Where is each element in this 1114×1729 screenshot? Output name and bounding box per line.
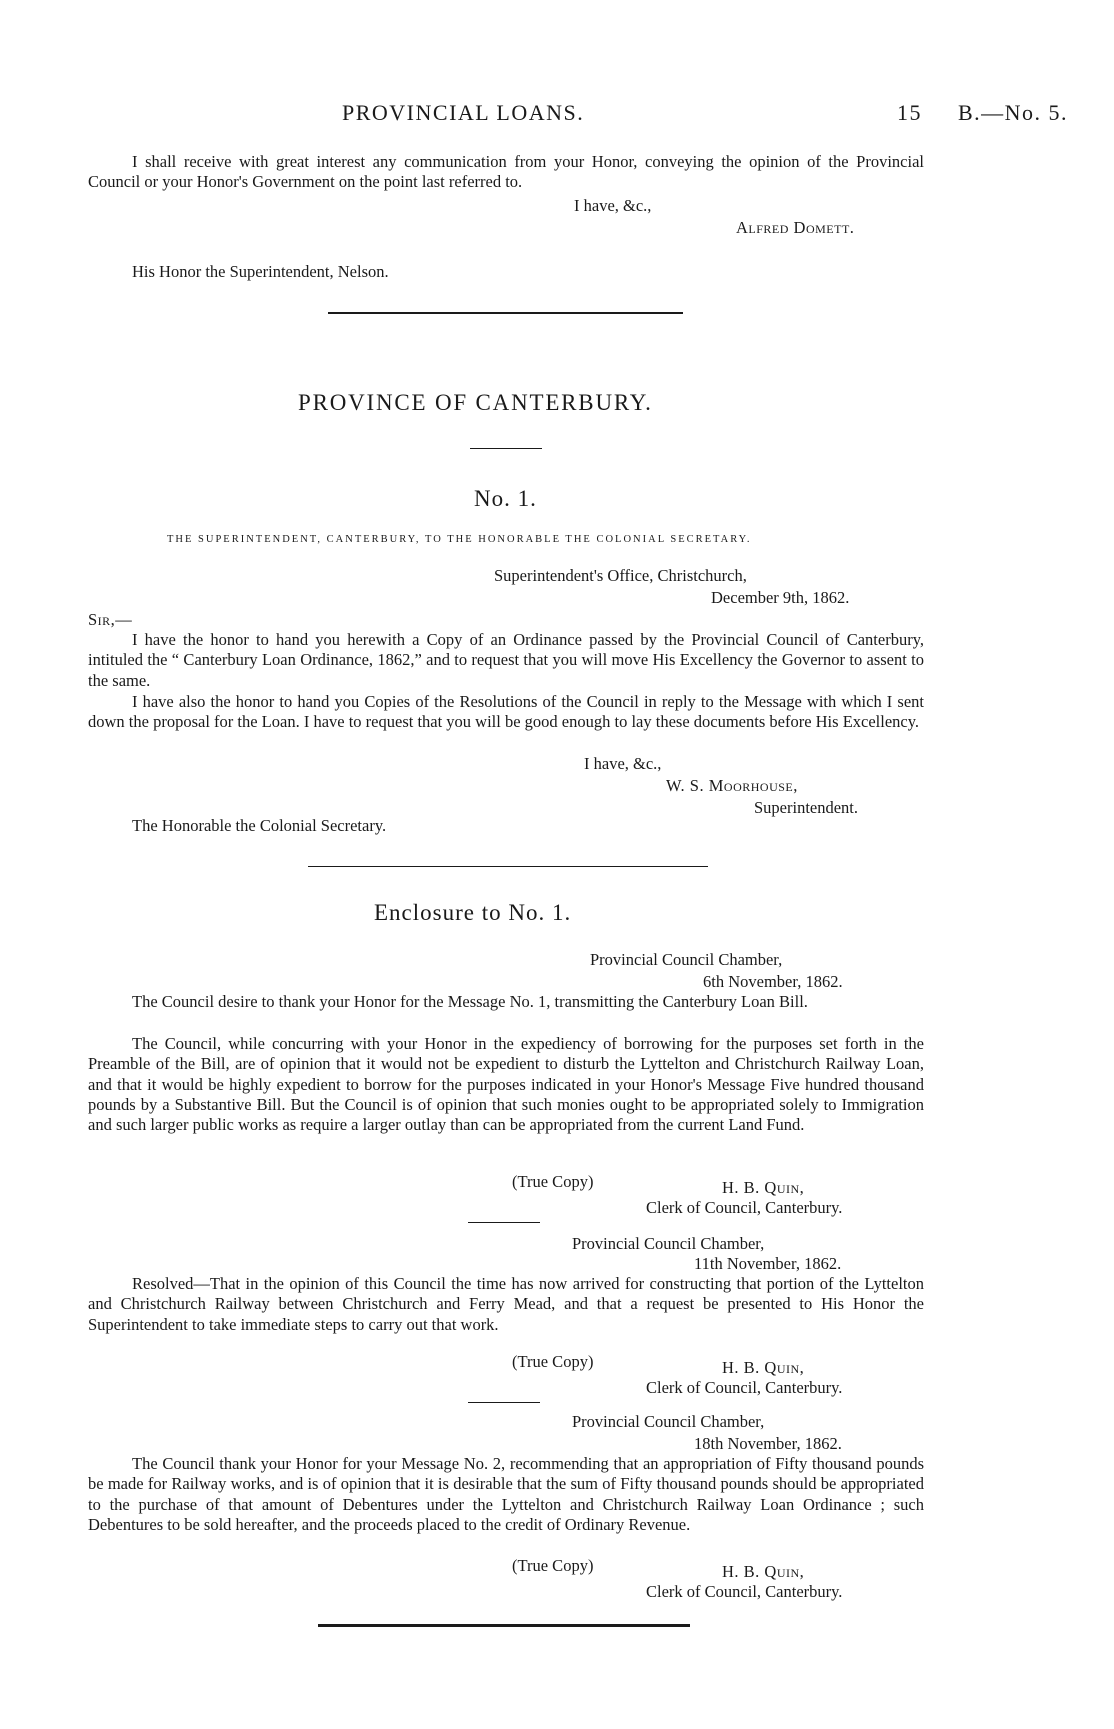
res1-date: 6th November, 1862. (703, 972, 843, 991)
salutation: Sir,— (88, 610, 133, 629)
letter2-place: Superintendent's Office, Christchurch, (494, 566, 747, 585)
res1-true-copy: (True Copy) (512, 1172, 594, 1191)
res3-date: 18th November, 1862. (694, 1434, 842, 1453)
document-reference: B.—No. 5. (958, 100, 1069, 125)
res1-paragraph-2: The Council, while concurring with your Honor in the expediency of borrowing for the purposes set forth in the Preamble of the Bill, are of opinion that it would not be expedient to disturb the Lyttelton and Christchurch Railway Loan, and that it would be highly expedient to borrow for the purposes indicated in your Honor's Message Five hundred thousand pounds by a Substantive Bill. But the Council is of opinion that such monies ought to be appropriated solely to Immigration and such larger public works as require a larger outlay than can be appropriated from the current Land Fund. (88, 1034, 924, 1135)
res3-true-copy: (True Copy) (512, 1556, 594, 1575)
res1-signer: H. B. Quin, (722, 1178, 805, 1197)
res2-date: 11th November, 1862. (694, 1254, 842, 1273)
res2-signer: H. B. Quin, (722, 1358, 805, 1377)
short-divider (468, 1222, 540, 1223)
res2-paragraph: Resolved—That in the opinion of this Council the time has now arrived for constructing that portion of the Lyttelton and Christchurch Railway between Christchurch and Ferry Mead, and that a request be presented to His Honor the Superintendent to take immediate steps to carry out that work. (88, 1274, 924, 1334)
res2-true-copy: (True Copy) (512, 1352, 594, 1371)
res3-signer-title: Clerk of Council, Canterbury. (646, 1582, 843, 1601)
res1-place: Provincial Council Chamber, (590, 950, 783, 969)
res3-signer: H. B. Quin, (722, 1562, 805, 1581)
section-divider (328, 312, 683, 314)
res1-paragraph-1: The Council desire to thank your Honor for the Message No. 1, transmitting the Canterbury Loan Bill. (132, 992, 808, 1011)
res3-paragraph: The Council thank your Honor for your Message No. 2, recommending that an appropriation of Fifty thousand pounds be made for Railway works, and is of opinion that it is desirable that the sum of Fifty thousand pounds should be appropriated to the purchase of that amount of Debentures under the Lyttelton and Christchurch Railway Loan Ordinance ; such Debentures to be sold hereafter, and the proceeds placed to the credit of Ordinary Revenue. (88, 1454, 924, 1534)
letter1-signature: Alfred Domett. (736, 218, 855, 237)
running-title: PROVINCIAL LOANS. (342, 100, 585, 125)
letter1-addressee: His Honor the Superintendent, Nelson. (132, 262, 389, 281)
letter2-paragraph-1: I have the honor to hand you herewith a Copy of an Ordinance passed by the Provincial Council of Canterbury, intituled the “ Canterbury Loan Ordinance, 1862,” and to request that you will move His Excellency the Governor to assent to the same. (88, 630, 924, 690)
section-subtitle: THE SUPERINTENDENT, CANTERBURY, TO THE HONORABLE THE COLONIAL SECRETARY. (167, 534, 752, 545)
short-divider (468, 1402, 540, 1403)
page-number: 15 (897, 100, 922, 125)
letter2-paragraph-2: I have also the honor to hand you Copies of the Resolutions of the Council in reply to the Message with which I sent down the proposal for the Loan. I have to request that you will be good enough to lay these documents before His Excellency. (88, 692, 924, 732)
end-rule (318, 1624, 690, 1627)
res2-signer-title: Clerk of Council, Canterbury. (646, 1378, 843, 1397)
res2-place: Provincial Council Chamber, (572, 1234, 765, 1253)
letter2-signature: W. S. Moorhouse, (666, 776, 798, 795)
letter1-body: I shall receive with great interest any communication from your Honor, conveying the opinion of the Provincial Council or your Honor's Government on the point last referred to. (88, 152, 924, 192)
res3-place: Provincial Council Chamber, (572, 1412, 765, 1431)
letter2-closing: I have, &c., (584, 754, 662, 773)
short-divider (470, 448, 542, 449)
res1-signer-title: Clerk of Council, Canterbury. (646, 1198, 843, 1217)
letter2-addressee: The Honorable the Colonial Secretary. (132, 816, 387, 835)
enclosure-title: Enclosure to No. 1. (374, 900, 572, 925)
section-title: PROVINCE OF CANTERBURY. (298, 390, 653, 415)
enclosure-divider (308, 866, 708, 867)
letter2-signature-title: Superintendent. (754, 798, 859, 817)
section-number: No. 1. (474, 486, 537, 511)
letter2-date: December 9th, 1862. (711, 588, 850, 607)
letter1-closing: I have, &c., (574, 196, 652, 215)
